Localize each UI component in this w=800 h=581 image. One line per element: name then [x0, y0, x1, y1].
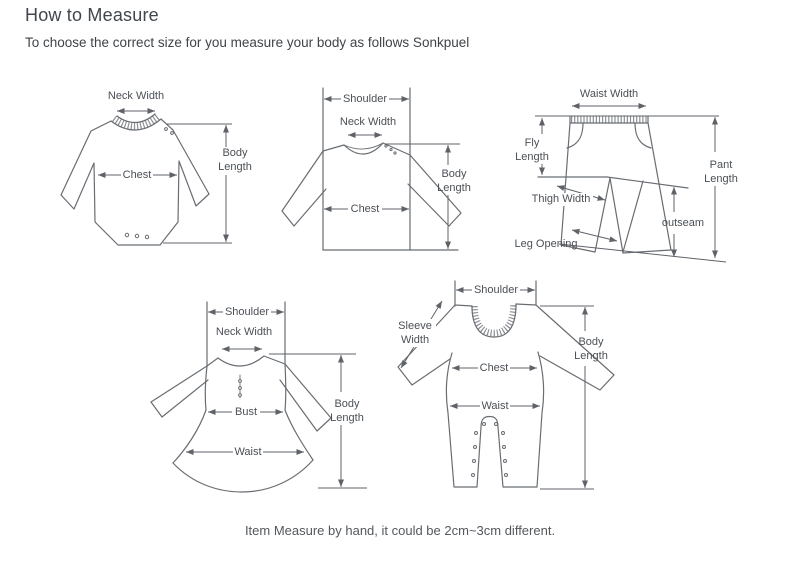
romper-diagram: [388, 275, 628, 510]
bodysuit-diagram: [55, 85, 265, 265]
shorts-fly-length-label-line1: Fly: [524, 137, 540, 149]
dress-diagram: [145, 292, 390, 507]
bodysuit-body-length-label-line1: Body: [222, 147, 248, 159]
dress-body-length-label-line2: Length: [330, 412, 364, 424]
shirt-neck-width-label: Neck Width: [339, 116, 397, 128]
shorts-waist-width-label: Waist Width: [579, 88, 639, 100]
romper-body-length-label-line1: Body: [578, 336, 604, 348]
shirt-body-length-label-line1: Body: [441, 168, 467, 180]
shorts-labels: [515, 88, 738, 250]
shorts-fly-length-label-line2: Length: [515, 151, 549, 163]
shorts-pant-length-label-line2: Length: [704, 173, 738, 185]
romper-body-length-label-line2: Length: [574, 350, 608, 362]
bodysuit-chest-label: Chest: [122, 169, 152, 181]
dress-shoulder-label: Shoulder: [224, 306, 270, 318]
romper-sleeve-width-label-line1: Sleeve: [398, 320, 432, 332]
dress-waist-label: Waist: [234, 446, 262, 458]
romper-outline: [398, 281, 614, 487]
measure-note: Item Measure by hand, it could be 2cm~3cm different.: [244, 523, 556, 538]
dress-neck-width-label: Neck Width: [215, 326, 273, 338]
dress-labels: [216, 306, 364, 458]
romper-labels: [395, 284, 608, 412]
bodysuit-body-length-label-line2: Length: [218, 161, 252, 173]
shorts-thigh-width-label: Thigh Width: [531, 193, 591, 205]
shorts-diagram: [505, 82, 755, 277]
bodysuit-dimension-arrows: [98, 111, 232, 243]
bodysuit-labels: [108, 90, 252, 181]
romper-chest-label: Chest: [479, 362, 509, 374]
romper-shoulder-label: Shoulder: [473, 284, 519, 296]
page-title: How to Measure: [25, 5, 159, 25]
page-subtitle: To choose the correct size for you measure your body as follows Sonkpuel: [25, 35, 470, 50]
shirt-body-length-label-line2: Length: [437, 182, 471, 194]
dress-body-length-label-line1: Body: [334, 398, 360, 410]
romper-waist-label: Waist: [481, 400, 509, 412]
dress-bust-label: Bust: [234, 406, 258, 418]
bodysuit-neck-width-label: Neck Width: [107, 90, 165, 102]
romper-sleeve-width-label-line2: Width: [400, 334, 430, 346]
shorts-outseam-label: outseam: [661, 217, 705, 229]
shirt-chest-label: Chest: [350, 203, 380, 215]
shorts-dimension-arrows: [542, 106, 715, 258]
shorts-pant-length-label-line1: Pant: [709, 159, 733, 171]
shirt-shoulder-label: Shoulder: [342, 93, 388, 105]
shirt-diagram: [280, 85, 495, 265]
shirt-outline: [282, 88, 461, 250]
shorts-leg-opening-label: Leg Opening: [514, 238, 578, 250]
